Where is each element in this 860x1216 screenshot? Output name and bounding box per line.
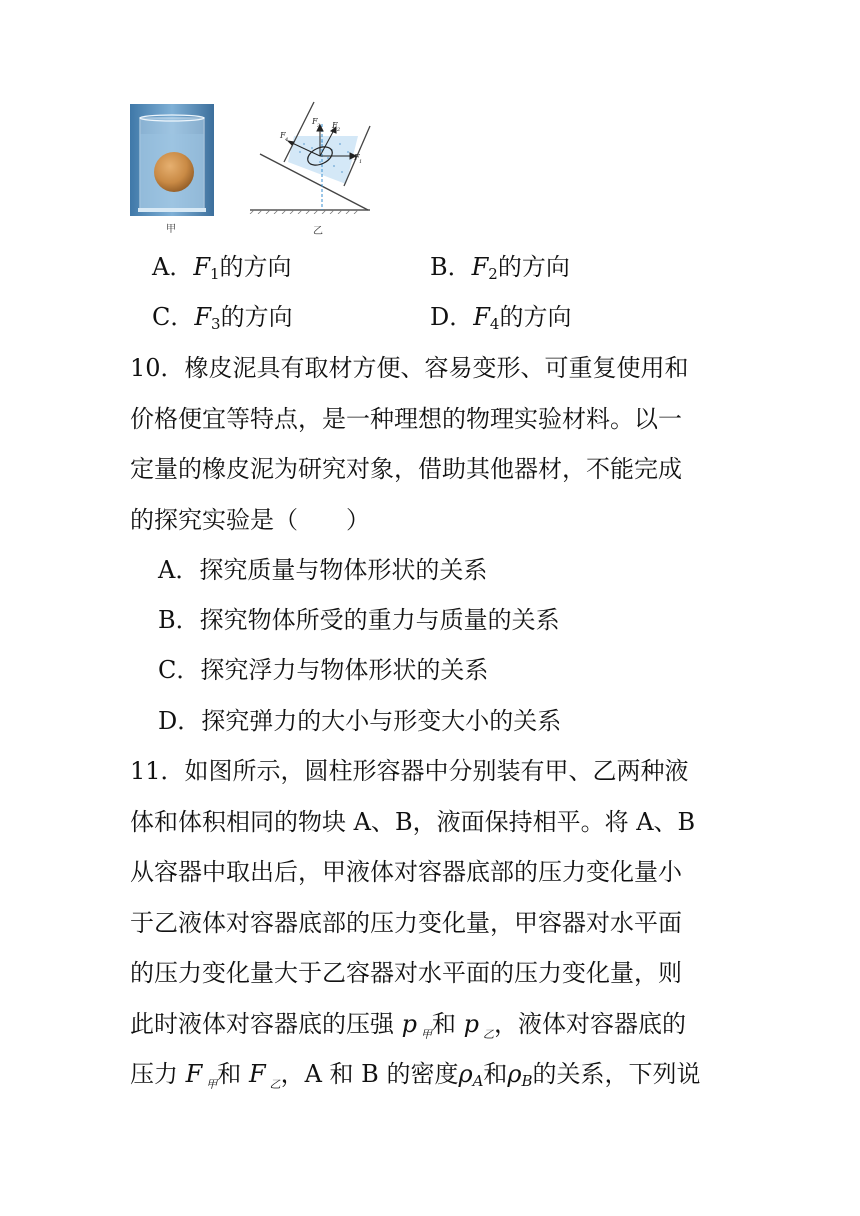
svg-text:3: 3 xyxy=(317,123,321,129)
incline-force-diagram xyxy=(248,100,372,214)
svg-text:4: 4 xyxy=(285,137,289,143)
caption-jia: 甲 xyxy=(166,224,176,235)
q10-line-3: 定量的橡皮泥为研究对象，借助其他器材，不能完成 xyxy=(130,455,682,483)
force-label-f2: F xyxy=(332,121,338,130)
q10-option-c: C．探究浮力与物体形状的关系 xyxy=(158,656,489,684)
q11-line-1: 11．如图所示，圆柱形容器中分别装有甲、乙两种液 xyxy=(130,757,689,785)
force-label-f3: F xyxy=(312,117,318,126)
beaker-egg-photo xyxy=(130,104,214,216)
q11-line-5: 的压力变化量大于乙容器对水平面的压力变化量，则 xyxy=(130,959,682,987)
figure-area xyxy=(130,100,390,240)
svg-text:2: 2 xyxy=(337,127,341,133)
q9-option-b: B．$F_2$的方向 xyxy=(430,253,570,283)
svg-text:1: 1 xyxy=(359,159,363,165)
force-label-f1: F xyxy=(354,153,360,162)
q10-option-a: A．探究质量与物体形状的关系 xyxy=(158,556,488,584)
q11-line-2: 体和体积相同的物块 A、B，液面保持相平。将 A、B xyxy=(130,808,696,836)
q9-option-a: A．$F_1$的方向 xyxy=(152,253,292,283)
q10-option-b: B．探究物体所受的重力与质量的关系 xyxy=(158,606,560,634)
q10-option-d: D．探究弹力的大小与形变大小的关系 xyxy=(158,707,562,735)
q11-line-6: 此时液体对容器底的压强 p $_甲$和 p $_乙$，液体对容器底的 xyxy=(130,1010,687,1041)
force-label-f4: F xyxy=(280,131,286,140)
q11-line-7: 压力 F $_甲$和 F $_乙$，A 和 B 的密度$\rho_A$和$\rho_B$的关系，下列说 xyxy=(130,1060,701,1091)
q10-line-2: 价格便宜等特点，是一种理想的物理实验材料。以一 xyxy=(130,405,682,433)
q9-option-c: C．$F_3$的方向 xyxy=(152,303,293,333)
q11-line-3: 从容器中取出后，甲液体对容器底部的压力变化量小 xyxy=(130,858,682,886)
q10-line-4: 的探究实验是（ ） xyxy=(130,506,370,534)
q10-line-1: 10．橡皮泥具有取材方便、容易变形、可重复使用和 xyxy=(130,354,689,382)
caption-yi: 乙 xyxy=(313,226,323,237)
q11-line-4: 于乙液体对容器底部的压力变化量，甲容器对水平面 xyxy=(130,909,682,937)
q9-option-d: D．$F_4$的方向 xyxy=(430,303,572,333)
